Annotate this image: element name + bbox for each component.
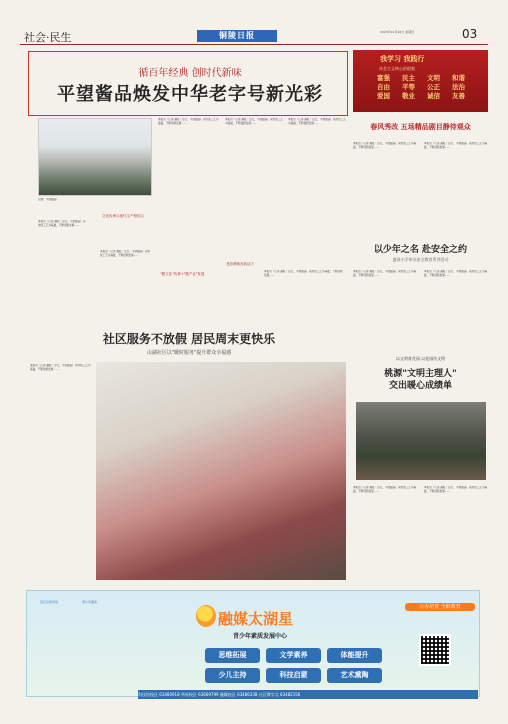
feature-subhead: 山湖社区以"暖时服务"提升群众幸福感 bbox=[146, 350, 232, 356]
qr-code-icon bbox=[419, 634, 451, 666]
ad-subtitle: 青少年素质发展中心 bbox=[233, 633, 288, 640]
right-story-3-headline-2: 交出暖心成绩单 bbox=[388, 381, 452, 391]
right-story-1-col1: 本报讯（记者 潘虹）近日，平望酱品厂以传统工艺为基础，不断创新发展…… bbox=[353, 142, 417, 149]
right-story-3-col2: 本报讯（记者 潘虹）近日，平望酱品厂以传统工艺为基础，不断创新发展…… bbox=[424, 486, 488, 493]
ad-slogan: 公办培优 全龄教育 bbox=[405, 603, 475, 611]
masthead-rule bbox=[20, 44, 488, 45]
star-mascot-icon bbox=[196, 605, 216, 627]
ad-logo-2: 青少年服务 bbox=[82, 600, 98, 604]
value-item: 友善 bbox=[452, 92, 465, 100]
value-item: 诚信 bbox=[427, 92, 440, 100]
ad-pill-6: 艺术熏陶 bbox=[327, 668, 382, 683]
paper-logo: 铜陵日报 bbox=[197, 30, 277, 42]
right-story-2-col2: 本报讯（记者 潘虹）近日，平望酱品厂以传统工艺为基础，不断创新发展…… bbox=[424, 270, 488, 277]
lead-body-col5: 本报讯（记者 潘虹）近日，平望酱品厂以传统工艺为基础，不断创新发展…… bbox=[288, 118, 346, 125]
lead-body-col3: 本报讯（记者 潘虹）近日，平望酱品厂以传统工艺为基础，不断创新发展…… bbox=[158, 118, 219, 125]
ad-footer: 科技馆校区 63480918 华府校区 63669799 融媒校区 63486338 社区教学点 63482156 bbox=[138, 690, 478, 699]
ad-pill-2: 文学素养 bbox=[266, 648, 321, 663]
right-story-2-headline: 以少年之名 赴安全之约 bbox=[373, 245, 468, 255]
mid-body: 本报讯（记者 潘虹）近日，平望酱品厂以传统工艺为基础，不断创新发展…… bbox=[264, 270, 343, 277]
ad-logos bbox=[40, 600, 130, 612]
right-story-1-col2: 本报讯（记者 潘虹）近日，平望酱品厂以传统工艺为基础，不断创新发展…… bbox=[424, 142, 488, 149]
ad-title: 融媒太湖星 bbox=[218, 610, 294, 628]
value-item: 法治 bbox=[452, 83, 465, 91]
value-item: 民主 bbox=[402, 74, 415, 82]
lead-body-col4: 本报讯（记者 潘虹）近日，平望酱品厂以传统工艺为基础，不断创新发展…… bbox=[225, 118, 283, 125]
value-item: 富强 bbox=[377, 74, 390, 82]
right-story-3-headline-1: 桃源"文明主理人" bbox=[384, 369, 457, 379]
banner-subtitle: 社会主义核心价值观 bbox=[379, 66, 415, 71]
value-item: 和谐 bbox=[452, 74, 465, 82]
lead-subhead-3: 老品牌焕发新活力 bbox=[226, 262, 254, 266]
right-story-3-col1: 本报讯（记者 潘虹）近日，平望酱品厂以传统工艺为基础，不断创新发展…… bbox=[353, 486, 417, 493]
factory-photo bbox=[38, 118, 152, 196]
garden-photo bbox=[356, 402, 486, 480]
ad-logo-1: 吴江区教育局 bbox=[40, 600, 59, 604]
value-item: 敬业 bbox=[402, 92, 415, 100]
ad-pill-5: 科技启蒙 bbox=[266, 668, 321, 683]
value-item: 自由 bbox=[377, 83, 390, 91]
lead-body-col1: 本报讯（记者 潘虹）近日，平望酱品厂以传统工艺为基础，不断创新发展…… bbox=[38, 220, 86, 227]
value-item: 公正 bbox=[427, 83, 440, 91]
banner-title: 我学习 我践行 bbox=[380, 55, 425, 63]
feature-body: 本报讯（记者 潘虹）近日，平望酱品厂以传统工艺为基础，不断创新发展…… bbox=[30, 364, 91, 371]
section-name: 社会·民生 bbox=[24, 31, 72, 44]
lead-headline: 平望酱品焕发中华老字号新光彩 bbox=[57, 84, 323, 105]
community-photo bbox=[96, 362, 346, 580]
photo-caption: 左图：平望酱品厂 bbox=[38, 198, 59, 201]
core-values-grid bbox=[371, 74, 475, 101]
right-story-3-kicker: 以文明育花园 以花园传文明 bbox=[395, 356, 446, 361]
page-number: 03 bbox=[462, 27, 478, 41]
right-story-1-headline: 春风秀改 五场精品剧目静待观众 bbox=[370, 123, 471, 131]
value-item: 爱国 bbox=[377, 92, 390, 100]
feature-headline: 社区服务不放假 居民周末更快乐 bbox=[102, 332, 276, 346]
date-line: 2023年10月26日 星期四 bbox=[380, 30, 415, 34]
lead-subhead-2: "酱文化"传承+"酱产业"发展 bbox=[160, 272, 205, 276]
ad-pill-4: 少儿主持 bbox=[205, 668, 260, 683]
right-story-2-subhead: 盛泽小学举办安全教育系列活动 bbox=[392, 257, 449, 262]
ad-pill-1: 思维拓展 bbox=[205, 648, 260, 663]
value-item: 文明 bbox=[427, 74, 440, 82]
ad-pill-3: 体能提升 bbox=[327, 648, 382, 663]
lead-kicker: 循百年经典 创时代新味 bbox=[138, 68, 242, 79]
value-item: 平等 bbox=[402, 83, 415, 91]
right-story-2-col1: 本报讯（记者 潘虹）近日，平望酱品厂以传统工艺为基础，不断创新发展…… bbox=[353, 270, 417, 277]
lead-subhead-1: 文化传承与现代生产相结合 bbox=[102, 214, 144, 218]
lead-body-col2: 本报讯（记者 潘虹）近日，平望酱品厂以传统工艺为基础，不断创新发展…… bbox=[100, 250, 151, 257]
